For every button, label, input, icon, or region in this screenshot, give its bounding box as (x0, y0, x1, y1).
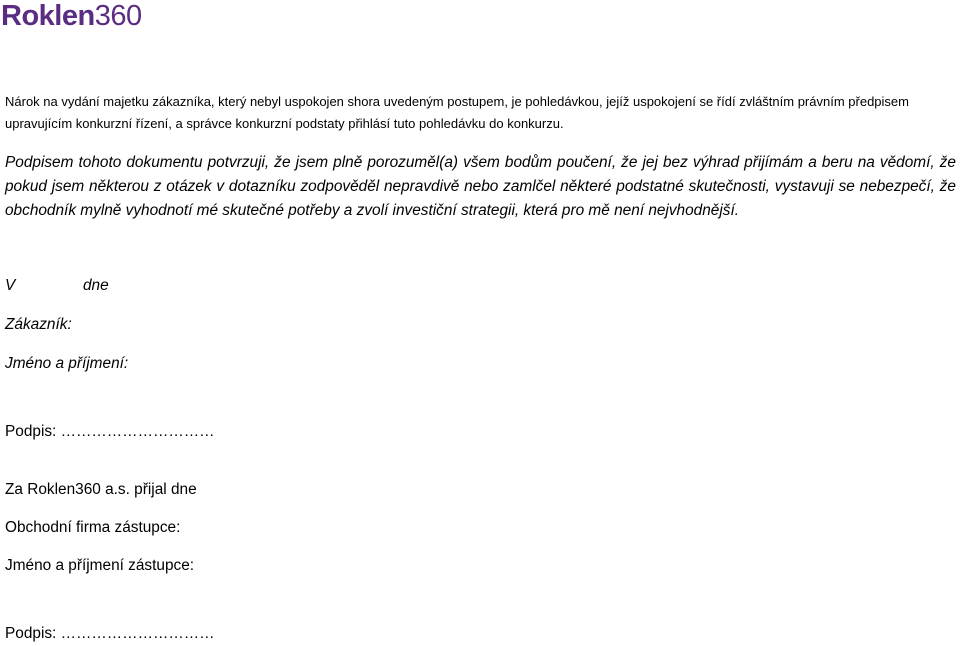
date-label: dne (83, 277, 109, 294)
customer-signature-line: Podpis: ………………………… (5, 423, 215, 440)
company-logo (1, 0, 142, 33)
accepted-by-label: Za Roklen360 a.s. přijal dne (5, 481, 197, 498)
customer-name-label: Jméno a příjmení: (5, 355, 129, 372)
place-date-line (5, 276, 109, 296)
logo-word: Roklen (1, 0, 95, 32)
customer-label: Zákazník: (5, 316, 72, 333)
representative-name-label: Jméno a příjmení zástupce: (5, 557, 195, 574)
signature-declaration-paragraph: Podpisem tohoto dokumentu potvrzuji, že jsem plně porozuměl(a) všem bodům poučení, že jej bez výhrad přijímám a beru na vědomí, že pokud jsem některou z otázek v dotazníku zodpověděl nepravdivě nebo zamlčel některé podstatné skutečnosti, vystavuji se nebezpečí, že obchodník mylně vyhodnotí mé skutečné potřeby a zvolí investiční strategii, která pro mě není nejvhodnější. (5, 154, 956, 219)
representative-firm-label: Obchodní firma zástupce: (5, 519, 181, 536)
place-label: V (5, 277, 16, 294)
claim-paragraph: Nárok na vydání majetku zákazníka, který nebyl uspokojen shora uvedeným postupem, je pohledávkou, jejíž uspokojení se řídí zvláštním právním předpisem upravujícím konkurzní řízení, a správce konkurzní podstaty přihlásí tuto pohledávku do konkurzu. (5, 94, 909, 131)
representative-signature-line: Podpis: ………………………… (5, 625, 215, 642)
logo-number: 360 (94, 0, 142, 32)
